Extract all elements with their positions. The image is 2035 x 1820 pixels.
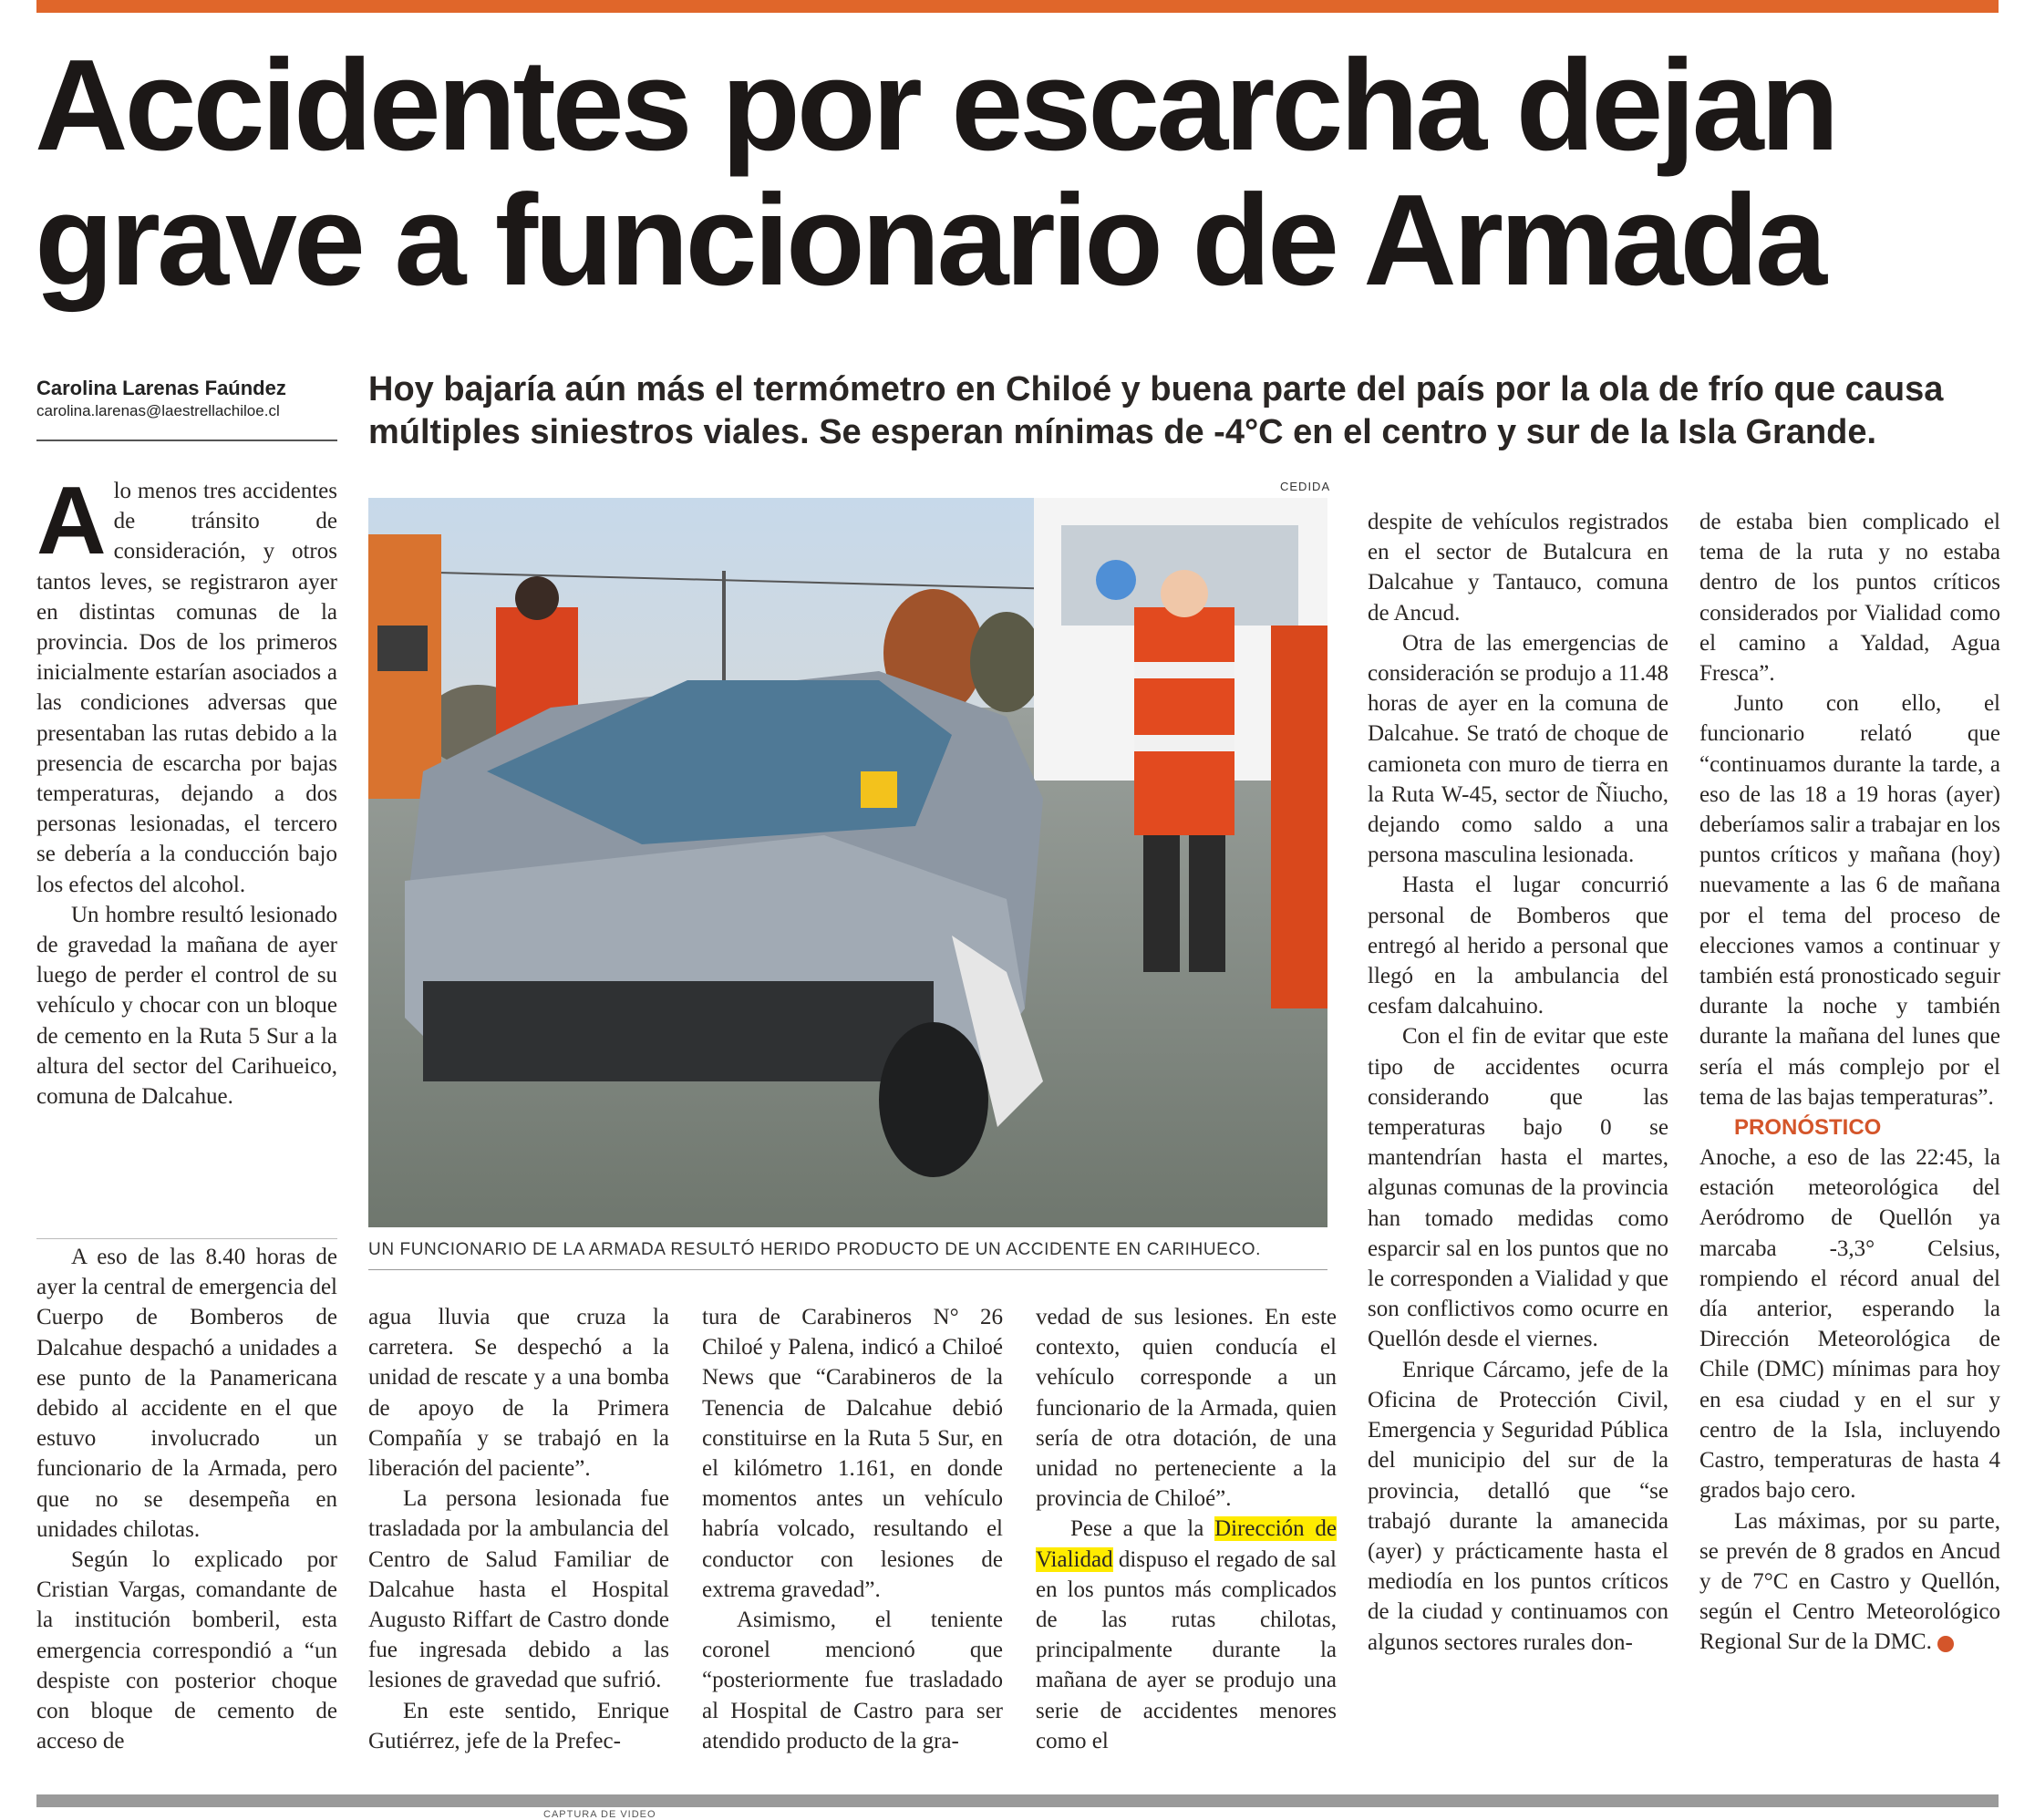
paragraph: Asimismo, el teniente coronel mencionó que “posteriormente fue trasladado al Hospital de Castro para ser atendido producto de la gra- — [702, 1608, 1003, 1753]
author-name: Carolina Larenas Faúndez — [36, 377, 286, 399]
bottom-bar — [36, 1794, 1999, 1807]
headline: Accidentes por escarcha dejan grave a funcionario de Armada — [35, 33, 1836, 313]
paragraph — [1699, 1506, 2000, 1658]
byline — [36, 376, 337, 421]
paragraph: Con el fin de evitar que este tipo de accidentes ocurra considerando que las temperaturas bajo 0 se mantendrían hasta el martes, algunas comunas de la provincia han tomado medidas como esparcir sal en los puntos que no le corresponden a Vialidad y que son conflictivos como ocurre en Quellón desde el viernes. — [1368, 1024, 1668, 1352]
paragraph — [1036, 1514, 1337, 1756]
body-column-4 — [1036, 1302, 1337, 1756]
paragraph: tura de Carabineros N° 26 Chiloé y Palena, indicó a Chiloé News que “Carabineros de la Tenencia de Dalcahue debió constituirse en la Ruta 5 Sur, en el kilómetro 1.161, en donde momentos antes un vehículo habría volcado, resultando el conductor con lesiones de extrema gravedad”. — [702, 1305, 1003, 1602]
deck: Hoy bajaría aún más el termómetro en Chiloé y buena parte del país por la ola de frío que causa múltiples siniestros viales. Se esperan mínimas de -4°C en el centro y sur de la Isla Grande. — [368, 370, 1944, 451]
paragraph: despite de vehículos registrados en el sector de Butalcura en Dalcahue y Tantauco, comuna de Ancud. — [1368, 510, 1668, 626]
top-accent-bar — [36, 0, 1999, 13]
paragraph: Enrique Cárcamo, jefe de la Oficina de Protección Civil, Emergencia y Seguridad Pública del municipio del sur de la provincia, detalló que “se trabajó durante la amanecida (ayer) y prácticamente hasta el mediodía en los puntos críticos de la ciudad y continuamos con algunos sectores rurales don- — [1368, 1357, 1668, 1655]
bottom-credit: CAPTURA DE VIDEO — [543, 1809, 656, 1820]
paragraph: agua lluvia que cruza la carretera. Se despechó a la unidad de rescate y a una bomba de apoyo de la Primera Compañía y se trabajó en la liberación del paciente”. — [368, 1305, 669, 1482]
paragraph-text: Pese a que la — [1070, 1516, 1215, 1542]
paragraph: Anoche, a eso de las 22:45, la estación meteorológica del Aeródromo de Quellón ya marcaba -3,3° Celsius, rompiendo el récord anual del día anterior, esperando la Dirección Meteorológica de Chile (DMC) mínimas para hoy en esa ciudad y en el sur y centro de la Isla, incluyendo Castro, temperaturas de hasta 4 grados bajo cero. — [1699, 1145, 2000, 1504]
body-column-1b — [36, 1242, 337, 1756]
caption-divider — [368, 1269, 1327, 1270]
subheading-pronostico: PRONÓSTICO — [1734, 1115, 1882, 1141]
article-photo — [368, 498, 1327, 1227]
body-column-1 — [36, 467, 337, 1112]
paragraph: La persona lesionada fue trasladada por la ambulancia del Centro de Salud Familiar de Dalcahue hasta el Hospital Augusto Riffart de Castro donde fue ingresada debido a las lesiones de gravedad que sufrió. — [368, 1486, 669, 1693]
paragraph: Un hombre resultó lesionado de gravedad la mañana de ayer luego de perder el control de su vehículo y chocar con un bloque de cemento en la Ruta 5 Sur a la altura del sector del Carihueico, comuna de Dalcahue. — [36, 902, 337, 1110]
paragraph-text: dispuso el regado de sal en los puntos más complicados de las rutas chilotas, principalmente durante la mañana de ayer se produjo una serie de accidentes menores como el — [1036, 1546, 1337, 1753]
body-column-3 — [702, 1302, 1003, 1756]
paragraph-lead — [36, 467, 337, 900]
author-email: carolina.larenas@laestrellachiloe.cl — [36, 402, 280, 419]
body-column-2 — [368, 1302, 669, 1756]
paragraph-text: lo menos tres accidentes de tránsito de consideración, y otros tantos leves, se registraron ayer en distintas comunas de la provincia. Dos de los primeros inicialmente estarían asociados a las condiciones adversas que presentaban las rutas debido a la presencia de escarcha por bajas temperaturas, dejando a dos personas lesionadas, el tercero se debería a la conducción bajo los efectos del alcohol. — [36, 479, 337, 897]
highlighted-text: Dirección de Vialidad — [1036, 1516, 1338, 1572]
drop-cap: A — [36, 467, 107, 574]
paragraph: vedad de sus lesiones. En este contexto, quien conducía el vehículo corresponde a un funcionario de la Armada, quien sería de otra dotación, de una unidad no perteneciente a la provincia de Chiloé”. — [1036, 1305, 1337, 1512]
photo-credit: CEDIDA — [1280, 480, 1331, 493]
end-mark-icon: ✪ — [1937, 1636, 1954, 1652]
paragraph: Otra de las emergencias de consideración se produjo a 11.48 horas de ayer en la comuna de Dalcahue. Se trató de choque de camioneta con muro de tierra en la Ruta W-45, sector de Ñiucho, dejando como saldo a una persona masculina lesionada. — [1368, 630, 1668, 868]
paragraph: En este sentido, Enrique Gutiérrez, jefe de la Prefec- — [368, 1698, 669, 1753]
body-column-6 — [1699, 507, 2000, 1658]
body-column-5 — [1368, 507, 1668, 1658]
paragraph: A eso de las 8.40 horas de ayer la central de emergencia del Cuerpo de Bomberos de Dalcahue despachó a unidades a ese punto de la Panamericana debido al accidente en el que estuvo involucrado un funcionario de la Armada, pero que no se desempeña en unidades chilotas. — [36, 1245, 337, 1542]
paragraph: de estaba bien complicado el tema de la ruta y no estaba dentro de los puntos críticos considerados por Vialidad como el camino a Yaldad, Agua Fresca”. — [1699, 510, 2000, 687]
paragraph: Junto con ello, el funcionario relató que “continuamos durante la tarde, a eso de las 18 a 19 horas (ayer) deberíamos salir a trabajar en los puntos críticos y mañana (hoy) nuevamente a las 6 de mañana por el tema del proceso de elecciones vamos a continuar y también está pronosticado seguir durante la noche y también durante la mañana del lunes que sería el más complejo por el tema de las bajas temperaturas”. — [1699, 691, 2000, 1110]
photo-caption: UN FUNCIONARIO DE LA ARMADA RESULTÓ HERIDO PRODUCTO DE UN ACCIDENTE EN CARIHUECO. — [368, 1240, 1262, 1259]
paragraph: Según lo explicado por Cristian Vargas, comandante de la institución bomberil, esta emergencia correspondió a “un despiste con posterior choque con bloque de cemento de acceso de — [36, 1547, 337, 1754]
column-divider — [36, 1238, 337, 1239]
paragraph: Hasta el lugar concurrió personal de Bomberos que entregó al herido a personal que llegó en la ambulancia del cesfam dalcahuino. — [1368, 873, 1668, 1019]
byline-divider — [36, 439, 337, 441]
paragraph-text: Las máximas, por su parte, se prevén de 8 grados en Ancud y de 7°C en Castro y Quellón, según el Centro Meteorológico Regional Sur de la DMC. — [1699, 1508, 2000, 1655]
